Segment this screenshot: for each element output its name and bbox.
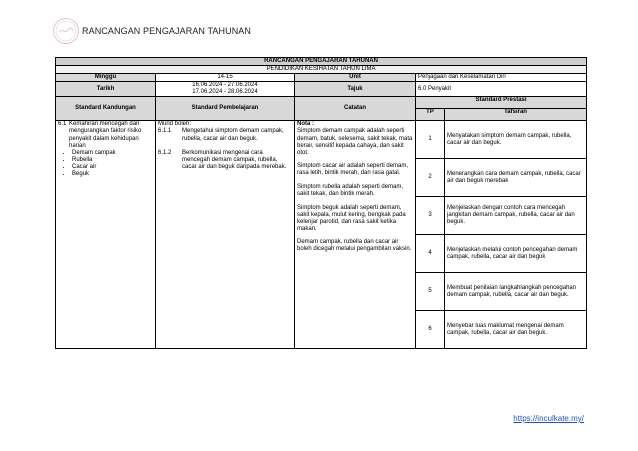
catatan-heading: Nota : [297,121,314,128]
catatan-paragraph: Simptom cacar air adalah seperti demam, rasa letih, bintik merah, dan rasa gatal. [297,163,409,177]
tafsiran-cell: Menjelaskan melalui contoh pencegahan demam campak, rubella, cacar air dan beguk [445,235,587,273]
catatan-paragraph: Demam campak, rubella dan cacar air boleh dicegah melalui pengambilan vaksin. [297,239,412,253]
catatan-paragraph: Simptom demam campak adalah seperti demam, batuk, selesema, sakit tekak, mata berair, sensitif kepada cahaya, dan sakit otot. [297,128,413,156]
sp-code: 6.1.2 [158,149,172,156]
tarikh-line: 17.06.2024 - 28.06.2024 [192,89,258,96]
sk-bullet-list [58,150,153,178]
sk-text: Kemahiran mencegah dan mengurangkan faktor risiko penyakit dalam kehidupan harian [69,121,142,149]
col-header-catatan: Catatan [295,97,416,121]
footer-link[interactable]: https://inculkate.my/ [513,414,584,423]
sk-code: 6.1 [58,121,67,128]
tp-cell: 5 [416,273,445,311]
tafsiran-cell: Menyebar luas maklumat mengenai demam campak, rubella, cacar air dan beguk. [445,311,587,349]
table-title: RANCANGAN PENGAJARAN TAHUNAN [56,58,587,66]
tafsiran-cell: Menerangkan cara demam campak, rubella, cacar air dan beguk merebak [445,159,587,197]
tafsiran-cell: Menyatakan simptom demam campak, rubella, cacar air dan beguk. [445,121,587,159]
tafsiran-cell: Menjelaskan dengan contoh cara mencegah jangkitan demam campak, rubella, cacar air dan beguk. [445,197,587,235]
list-item: • Demam campak [72,150,153,157]
minggu-label: Minggu [56,74,156,82]
lesson-plan-table [55,57,587,349]
unit-label: Unit [295,74,416,82]
sp-text: Berkomunikasi mengenai cara mencegah demam campak, rubella, cacar air dan beguk daripada merebak. [182,149,287,170]
list-item: • Beguk [72,171,153,178]
tajuk-value: 6.0 Penyakit [416,82,587,97]
catatan-cell [295,121,416,349]
standard-pembelajaran-cell [156,121,295,349]
sp-text: Mengetahui simptom demam campak, rubella, cacar air dan beguk. [182,128,284,142]
list-item: • Rubella [72,157,153,164]
unit-value: Penjagaan dan Keselamatan Diri [416,74,587,82]
tp-cell: 6 [416,311,445,349]
tp-cell: 2 [416,159,445,197]
tp-cell: 4 [416,235,445,273]
header-title: RANCANGAN PENGAJARAN TAHUNAN [82,26,251,36]
sp-code: 6.1.1 [158,128,172,135]
col-header-standard-pembelajaran: Standard Pembelajaran [156,97,295,121]
logo [53,18,79,44]
tafsiran-cell: Membuat penilaian langkahlangkah pencegahan demam campak, rubella, cacar air dan beguk. [445,273,587,311]
table-subtitle: PENDIDIKAN KESIHATAN TAHUN LIMA [56,66,587,74]
tarikh-label: Tarikh [56,82,156,97]
logo-emblem-icon [54,19,78,43]
list-item: • Cacar air [72,164,153,171]
standard-kandungan-cell [56,121,156,349]
sp-intro: Murid boleh: [158,121,192,128]
tajuk-label: Tajuk [295,82,416,97]
minggu-value: 14-15 [156,74,295,82]
tp-cell: 1 [416,121,445,159]
col-header-standard-kandungan: Standard Kandungan [56,97,156,121]
col-header-tp: TP [416,109,445,121]
col-header-standard-prestasi: Standard Prestasi [416,97,587,109]
tarikh-value [156,82,295,97]
col-header-tafsiran: Tafsiran [445,109,587,121]
tp-cell: 3 [416,197,445,235]
catatan-paragraph: Simptom rubella adalah seperti demam, sakit tekak, dan bintik merah. [297,183,404,198]
catatan-paragraph: Simptom beguk adalah seperti demam, sakit kepala, mulut kering, bengkak pada kelenjar parotid, dan rasa sakit ketika makan. [297,204,406,232]
tarikh-line: 16.06.2024 - 27.06.2024 [192,82,258,89]
